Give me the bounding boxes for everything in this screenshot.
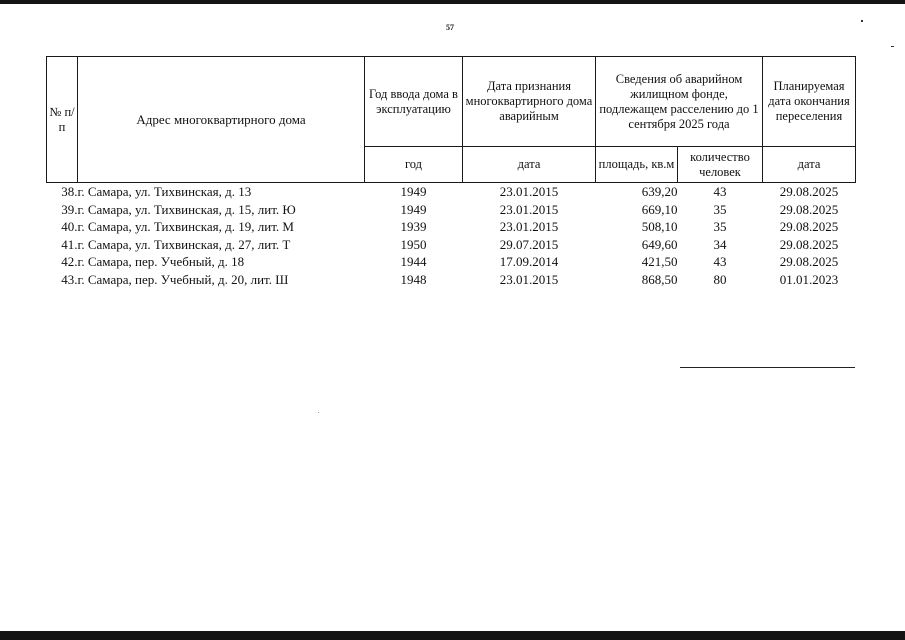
row-recognition-date: 23.01.2015: [499, 201, 559, 217]
row-number: 38.: [61, 184, 78, 199]
row-year: 1949: [400, 184, 427, 199]
row-people-count: 43: [713, 184, 727, 199]
table-row: [47, 253, 856, 271]
row-year: 1949: [400, 201, 427, 217]
row-recognition-date: 23.01.2015: [499, 271, 559, 287]
row-year: 1948: [400, 271, 427, 287]
row-area: 421,50: [641, 254, 678, 269]
header-planned-date: Планируемая дата окончания переселения: [763, 57, 856, 147]
row-people-count: 34: [713, 236, 727, 252]
table-row: [47, 218, 856, 236]
row-number: 42.: [61, 254, 78, 269]
row-planned-date: 29.08.2025: [779, 254, 839, 269]
row-address: г. Самара, ул. Тихвинская, д. 13: [77, 184, 252, 199]
header-emergency-fund: Сведения об аварийном жилищном фонде, подлежащем расселению до 1 сентября 2025 года: [596, 57, 763, 147]
row-area: 639,20: [641, 184, 678, 199]
resettlement-table: [46, 56, 856, 288]
row-address: г. Самара, ул. Тихвинская, д. 15, лит. Ю: [77, 201, 296, 217]
subheader-planned-date: дата: [763, 147, 856, 183]
row-recognition-date: 17.09.2014: [499, 254, 559, 269]
page-number: 57: [446, 23, 454, 32]
scan-speck: [861, 20, 863, 22]
row-planned-date: 29.08.2025: [779, 236, 839, 252]
row-year: 1939: [400, 219, 427, 234]
scan-top-border: [0, 0, 905, 4]
row-planned-date: 29.08.2025: [779, 184, 839, 199]
row-area: 669,10: [641, 201, 678, 217]
row-area: 508,10: [641, 219, 678, 234]
row-year: 1944: [400, 254, 427, 269]
row-area: 868,50: [641, 271, 678, 287]
header-year: Год ввода дома в эксплуатацию: [365, 57, 463, 147]
header-recognition-date: Дата признания многоквартирного дома аварийным: [463, 57, 596, 147]
table-row: [47, 201, 856, 219]
row-number: 40.: [61, 219, 78, 234]
table-row: [47, 236, 856, 254]
row-people-count: 80: [713, 271, 727, 287]
row-address: г. Самара, пер. Учебный, д. 18: [77, 254, 245, 269]
table-row: [47, 183, 856, 201]
row-number: 41.: [61, 236, 78, 252]
subheader-count: количество человек: [678, 147, 763, 183]
row-number: 39.: [61, 201, 78, 217]
subheader-date: дата: [463, 147, 596, 183]
signature-line: [680, 367, 855, 368]
row-planned-date: 29.08.2025: [779, 201, 839, 217]
scan-speck: [891, 46, 894, 47]
scan-bottom-border: [0, 631, 905, 640]
header-num: № п/п: [47, 57, 78, 183]
row-number: 43.: [61, 271, 78, 287]
row-address: г. Самара, ул. Тихвинская, д. 27, лит. Т: [77, 236, 291, 252]
row-year: 1950: [400, 236, 427, 252]
scan-speck: [318, 412, 319, 413]
row-address: г. Самара, пер. Учебный, д. 20, лит. Ш: [77, 271, 289, 287]
row-address: г. Самара, ул. Тихвинская, д. 19, лит. М: [77, 219, 294, 234]
row-area: 649,60: [641, 236, 678, 252]
row-planned-date: 01.01.2023: [779, 271, 839, 287]
row-planned-date: 29.08.2025: [779, 219, 839, 234]
row-people-count: 35: [713, 201, 727, 217]
row-people-count: 35: [713, 219, 727, 234]
row-people-count: 43: [713, 254, 727, 269]
row-recognition-date: 29.07.2015: [499, 236, 559, 252]
row-recognition-date: 23.01.2015: [499, 219, 559, 234]
subheader-year: год: [365, 147, 463, 183]
header-address: Адрес многоквартирного дома: [78, 57, 365, 183]
table-row: [47, 271, 856, 289]
row-recognition-date: 23.01.2015: [499, 184, 559, 199]
subheader-area: площадь, кв.м: [596, 147, 678, 183]
